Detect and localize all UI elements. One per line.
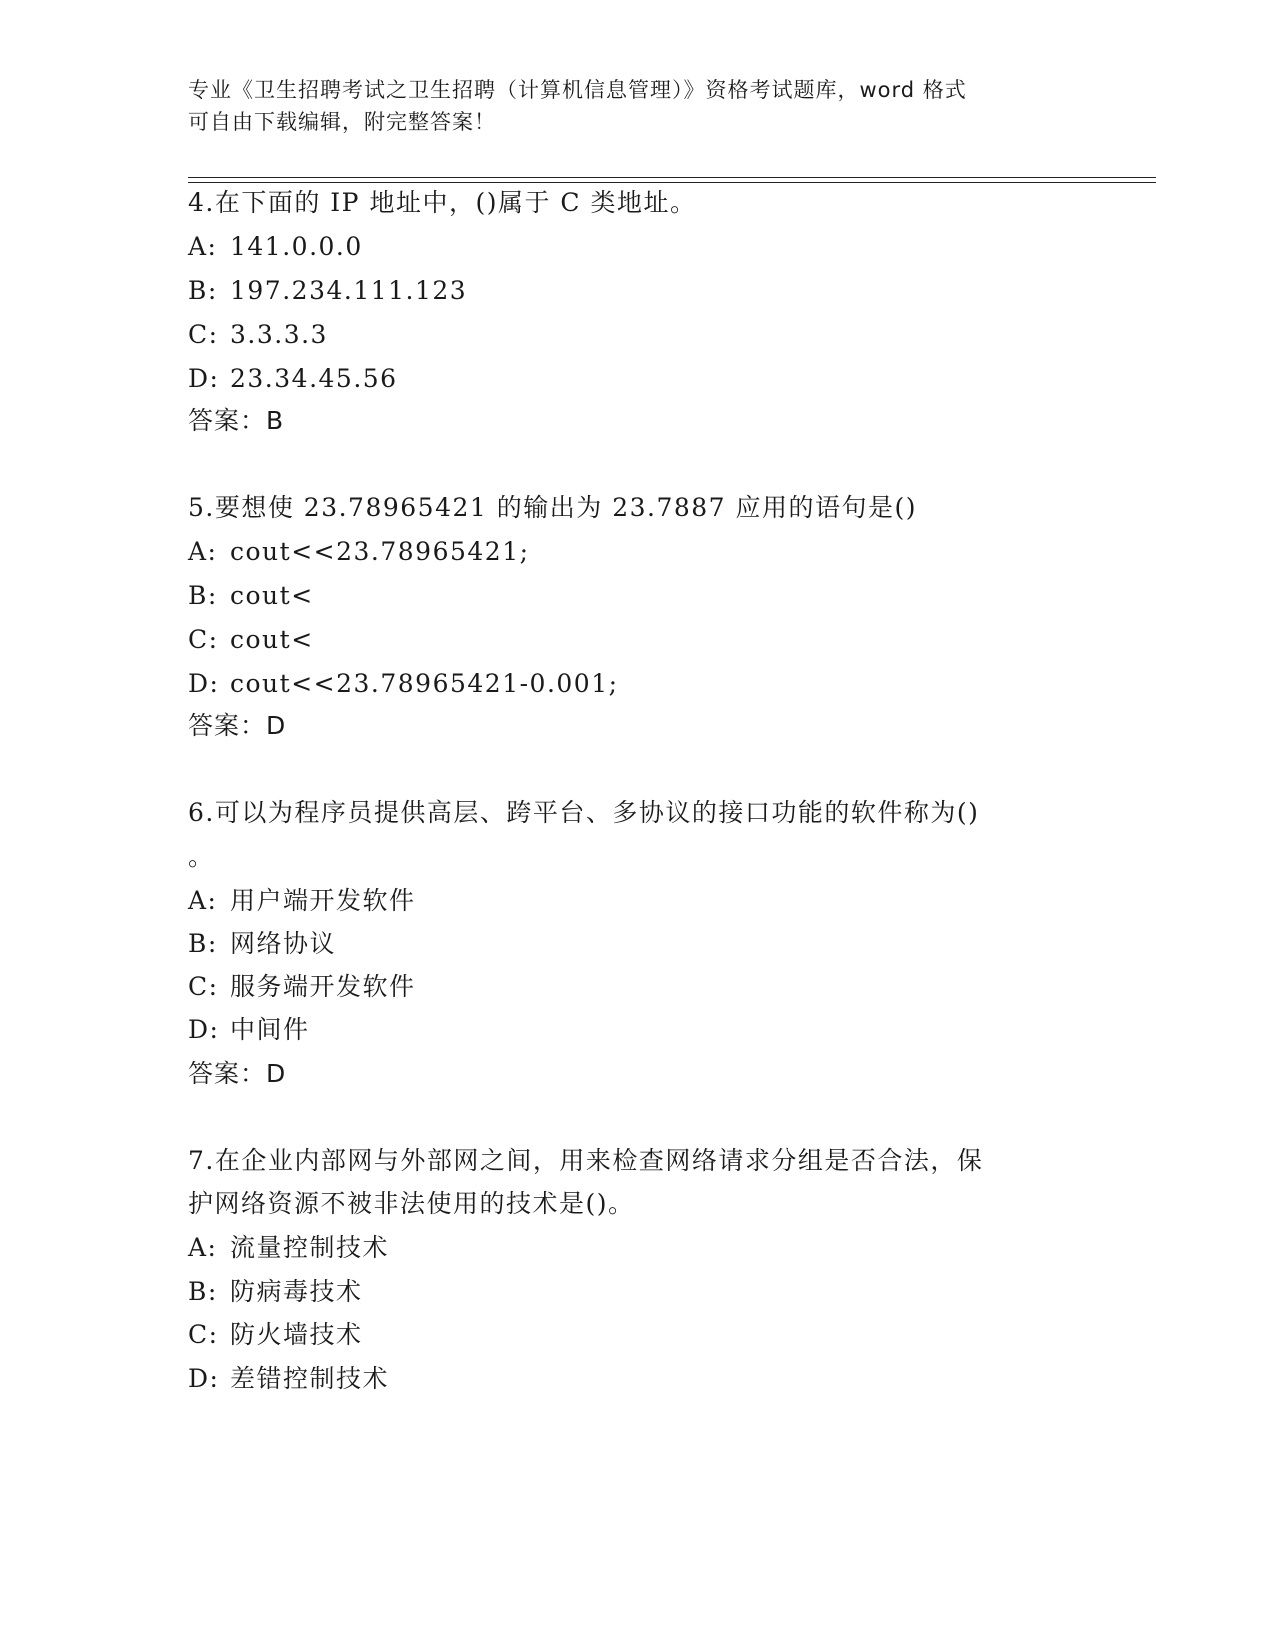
question-6-stem-cont: 。 bbox=[188, 842, 215, 871]
question-6-option-c bbox=[188, 972, 416, 1002]
question-5-stem: 5.要想使 23.78965421 的输出为 23.7887 应用的语句是() bbox=[188, 493, 918, 522]
option-key: A: bbox=[188, 232, 218, 261]
option-text: cout<<23.78965421; bbox=[230, 537, 530, 566]
option-key: A: bbox=[188, 886, 218, 915]
question-6-stem: 6.可以为程序员提供高层、跨平台、多协议的接口功能的软件称为() bbox=[188, 798, 980, 827]
question-4-answer: 答案：B bbox=[188, 406, 285, 435]
question-4-option-c bbox=[188, 320, 328, 350]
question-6-option-a bbox=[188, 886, 416, 916]
option-text: 流量控制技术 bbox=[230, 1233, 390, 1262]
option-key: B: bbox=[188, 1277, 218, 1306]
question-4-option-b bbox=[188, 276, 467, 306]
question-5-option-d bbox=[188, 669, 619, 699]
option-text: 3.3.3.3 bbox=[230, 320, 328, 349]
question-7-stem: 7.在企业内部网与外部网之间，用来检查网络请求分组是否合法，保 bbox=[188, 1146, 984, 1175]
option-key: B: bbox=[188, 276, 218, 305]
header-rule-top bbox=[188, 177, 1156, 178]
header-rule-bottom bbox=[188, 182, 1156, 183]
option-key: D: bbox=[188, 1364, 220, 1393]
option-text: 防火墙技术 bbox=[230, 1320, 363, 1349]
question-7-option-c bbox=[188, 1320, 363, 1350]
option-key: C: bbox=[188, 320, 219, 349]
option-key: C: bbox=[188, 625, 219, 654]
option-text: cout<<23.78965421-0.001; bbox=[230, 669, 619, 698]
question-4-option-d bbox=[188, 364, 398, 394]
option-text: 差错控制技术 bbox=[230, 1364, 390, 1393]
question-4-option-a bbox=[188, 232, 363, 262]
option-key: D: bbox=[188, 1015, 220, 1044]
document-header bbox=[188, 74, 1068, 138]
question-6-answer: 答案：D bbox=[188, 1059, 287, 1088]
question-6-option-b bbox=[188, 929, 336, 959]
option-text: 网络协议 bbox=[230, 929, 337, 958]
option-key: D: bbox=[188, 364, 220, 393]
question-7-option-d bbox=[188, 1364, 389, 1394]
option-key: A: bbox=[188, 1233, 218, 1262]
question-4-stem: 4.在下面的 IP 地址中，()属于 C 类地址。 bbox=[188, 188, 697, 217]
option-text: cout< bbox=[230, 625, 314, 654]
option-text: 用户端开发软件 bbox=[230, 886, 416, 915]
question-5-option-b bbox=[188, 581, 314, 611]
option-key: C: bbox=[188, 972, 219, 1001]
question-5-option-c bbox=[188, 625, 314, 655]
option-text: 服务端开发软件 bbox=[230, 972, 416, 1001]
option-text: 防病毒技术 bbox=[230, 1277, 363, 1306]
option-text: cout< bbox=[230, 581, 314, 610]
option-key: D: bbox=[188, 669, 220, 698]
header-line-1: 专业《卫生招聘考试之卫生招聘（计算机信息管理）》资格考试题库，word 格式 bbox=[188, 78, 967, 102]
option-key: A: bbox=[188, 537, 218, 566]
question-7-option-a bbox=[188, 1233, 389, 1263]
question-5-answer: 答案：D bbox=[188, 711, 287, 740]
option-text: 23.34.45.56 bbox=[230, 364, 398, 393]
option-key: B: bbox=[188, 929, 218, 958]
header-line-2: 可自由下载编辑，附完整答案！ bbox=[188, 110, 496, 134]
question-6-option-d bbox=[188, 1015, 310, 1045]
option-text: 141.0.0.0 bbox=[230, 232, 363, 261]
option-text: 197.234.111.123 bbox=[230, 276, 468, 305]
option-text: 中间件 bbox=[230, 1015, 310, 1044]
option-key: B: bbox=[188, 581, 218, 610]
question-5-option-a bbox=[188, 537, 530, 567]
question-7-option-b bbox=[188, 1277, 363, 1307]
question-7-stem-cont: 护网络资源不被非法使用的技术是()。 bbox=[188, 1189, 635, 1218]
option-key: C: bbox=[188, 1320, 219, 1349]
